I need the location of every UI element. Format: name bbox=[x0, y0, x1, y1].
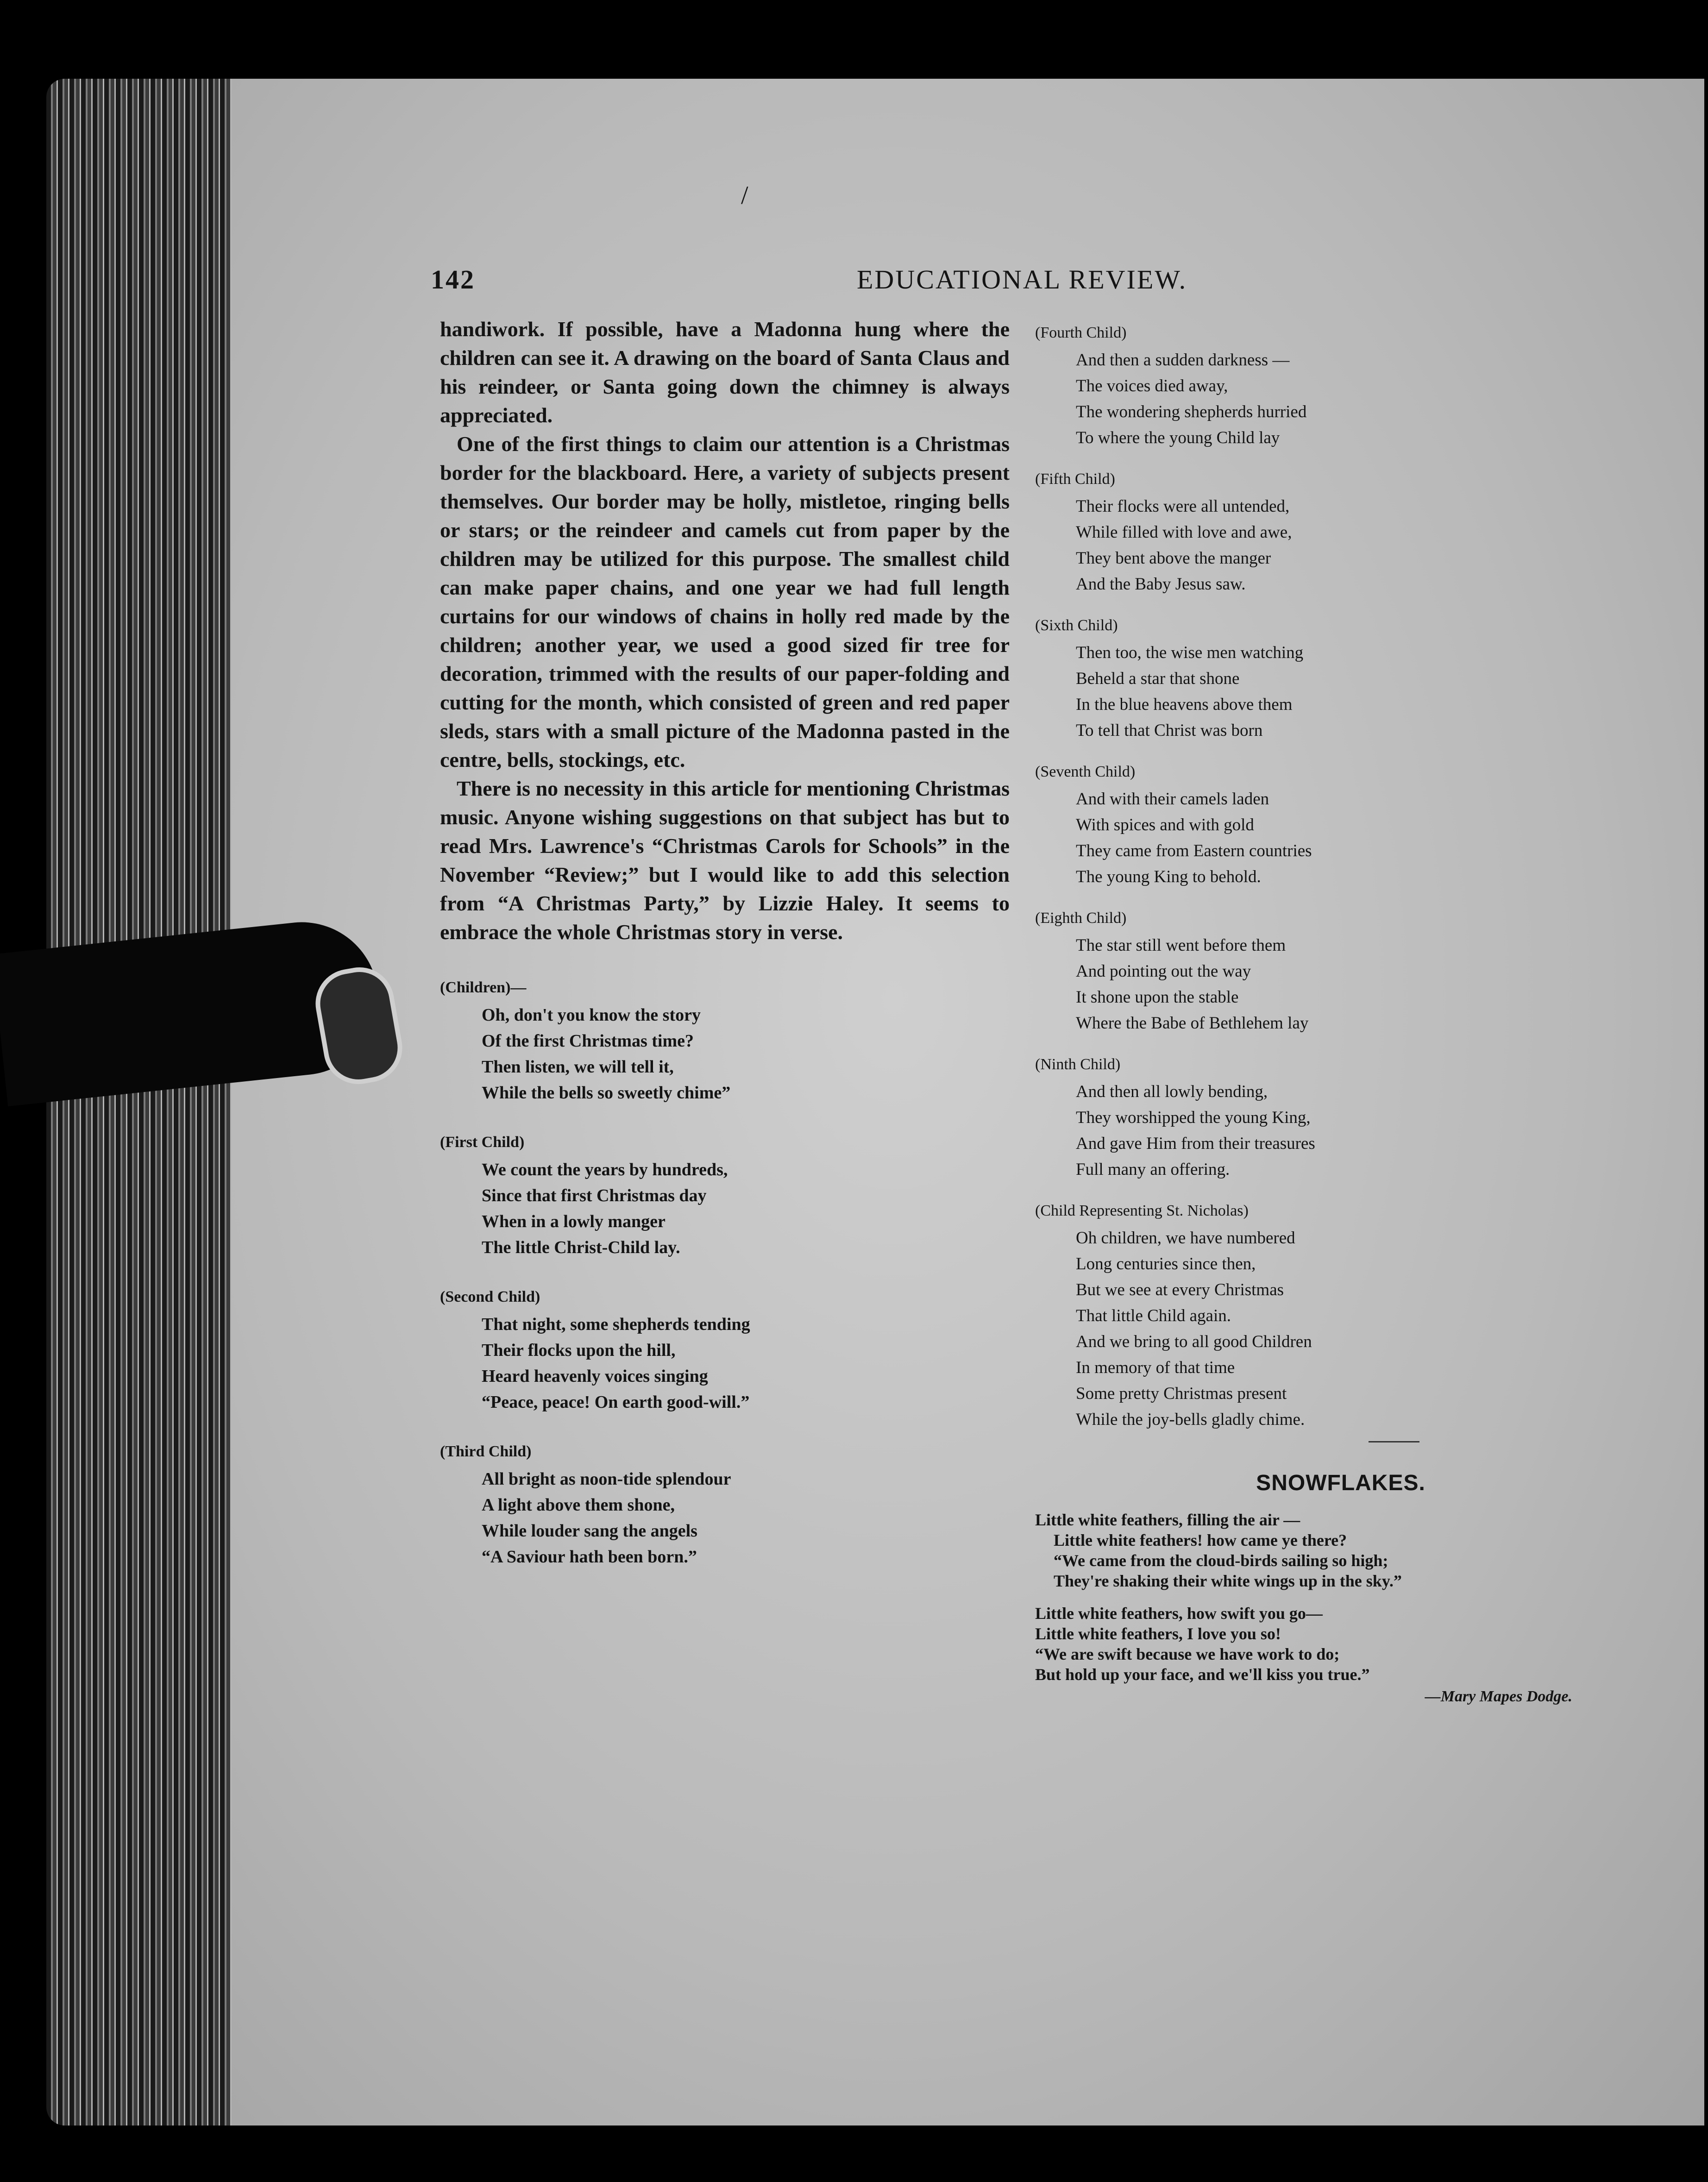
page-number: 142 bbox=[431, 264, 475, 295]
book-page-edges bbox=[46, 79, 241, 2126]
verse bbox=[482, 1002, 1010, 1106]
poem-attribution: —Mary Mapes Dodge. bbox=[1425, 1688, 1572, 1705]
verse-line: We count the years by hundreds, bbox=[482, 1160, 728, 1179]
verse-line: While the joy-bells gladly chime. bbox=[1076, 1410, 1305, 1429]
paragraph: There is no necessity in this article for mentioning Christmas music. Anyone wishing suggestions on that subject has but to read Mrs. Lawrence's “Christmas Carols for Schools” in the November “Review;” but I would like to add this selection from “A Christmas Party,” by Lizzie Haley. It seems to embrace the whole Christmas story in verse. bbox=[440, 777, 1010, 944]
journal-title: EDUCATIONAL REVIEW. bbox=[857, 264, 1187, 295]
poem-line: They're shaking their white wings up in the sky.” bbox=[1054, 1572, 1402, 1590]
verse-line: But we see at every Christmas bbox=[1076, 1280, 1284, 1299]
verse bbox=[1076, 640, 1582, 744]
stanza bbox=[440, 1288, 1010, 1415]
verse-line: And gave Him from their treasures bbox=[1076, 1134, 1315, 1153]
verse-line: The star still went before them bbox=[1076, 936, 1286, 955]
poem-line: Little white feathers, how swift you go— bbox=[1035, 1604, 1323, 1623]
stanza bbox=[440, 1134, 1010, 1260]
verse bbox=[1076, 347, 1582, 451]
right-column bbox=[1035, 324, 1582, 1707]
verse-line: And then a sudden darkness — bbox=[1076, 351, 1290, 370]
stanza bbox=[440, 979, 1010, 1106]
stanza-label: (Second Child) bbox=[440, 1288, 540, 1305]
stanza bbox=[1035, 1202, 1582, 1442]
stanza-label: (Sixth Child) bbox=[1035, 617, 1118, 634]
verse bbox=[1076, 1079, 1582, 1183]
verse-line: A light above them shone, bbox=[482, 1495, 675, 1515]
stanza-label: (Third Child) bbox=[440, 1443, 532, 1460]
poem-line: Little white feathers, filling the air — bbox=[1035, 1511, 1300, 1529]
verse-line: The young King to behold. bbox=[1076, 867, 1261, 886]
verse-line: “A Saviour hath been born.” bbox=[482, 1547, 697, 1567]
verse-line: Their flocks were all untended, bbox=[1076, 497, 1290, 516]
verse-line: To tell that Christ was born bbox=[1076, 721, 1263, 740]
paragraph: handiwork. If possible, have a Madonna hung where the children can see it. A drawing on the board of Santa Claus and his reindeer, or Santa going down the chimney is always appreciated. bbox=[440, 317, 1010, 427]
verse-line: In the blue heavens above them bbox=[1076, 695, 1293, 714]
verse bbox=[482, 1157, 1010, 1260]
verse-line: And pointing out the way bbox=[1076, 962, 1251, 981]
verse-line: Of the first Christmas time? bbox=[482, 1031, 694, 1051]
verse-line: They bent above the manger bbox=[1076, 549, 1271, 568]
verse-line: Their flocks upon the hill, bbox=[482, 1341, 676, 1360]
verse bbox=[482, 1311, 1010, 1415]
verse-line: Oh, don't you know the story bbox=[482, 1005, 701, 1025]
verse-line: They came from Eastern countries bbox=[1076, 841, 1312, 860]
verse-line: Some pretty Christmas present bbox=[1076, 1384, 1287, 1403]
verse-line: Where the Babe of Bethlehem lay bbox=[1076, 1014, 1309, 1033]
stanza bbox=[1035, 324, 1582, 451]
left-column bbox=[440, 315, 1010, 1570]
verse bbox=[482, 1466, 1010, 1570]
verse-line: “Peace, peace! On earth good-will.” bbox=[482, 1392, 750, 1412]
stanza-label: (First Child) bbox=[440, 1134, 525, 1151]
verse-line: Beheld a star that shone bbox=[1076, 669, 1240, 688]
stanza-label: (Children)— bbox=[440, 979, 527, 996]
stanza-label: (Child Representing St. Nicholas) bbox=[1035, 1202, 1249, 1219]
verse-line: It shone upon the stable bbox=[1076, 988, 1239, 1007]
page-header bbox=[431, 264, 1413, 296]
paragraph: One of the first things to claim our attention is a Christmas border for the blackboard. Here, a variety of subjects present themselves. Our border may be holly, mistletoe, ringing bells or stars; or the reindeer and camels cut from paper by the children may be utilized for this purpose. The smallest child can make paper chains, and one year we had full length curtains for our windows of chains in holly red made by the children; another year, we used a good sized fir tree for decoration, trimmed with the results of our paper-folding and cutting for the month, which consisted of green and red paper sleds, stars with a small picture of the Madonna pasted in the centre, bells, stockings, etc. bbox=[440, 432, 1010, 771]
verse-line: With spices and with gold bbox=[1076, 815, 1254, 834]
poem-line: But hold up your face, and we'll kiss you true.” bbox=[1035, 1665, 1370, 1684]
verse-line: Oh children, we have numbered bbox=[1076, 1229, 1295, 1248]
poem-line: “We came from the cloud-birds sailing so high; bbox=[1054, 1551, 1388, 1570]
verse-line: To where the young Child lay bbox=[1076, 428, 1280, 447]
verse-line: That little Child again. bbox=[1076, 1306, 1231, 1325]
verse-line: When in a lowly manger bbox=[482, 1212, 666, 1231]
poem-line: Little white feathers! how came ye there? bbox=[1054, 1531, 1347, 1549]
verse bbox=[1076, 1225, 1582, 1433]
verse-line: Full many an offering. bbox=[1076, 1160, 1230, 1179]
verse-line: That night, some shepherds tending bbox=[482, 1315, 750, 1334]
verse-line: And the Baby Jesus saw. bbox=[1076, 575, 1246, 594]
pencil-mark: / bbox=[741, 181, 748, 210]
poem-line: “We are swift because we have work to do; bbox=[1035, 1645, 1340, 1663]
stanza bbox=[1035, 470, 1582, 597]
stanza-label: (Eighth Child) bbox=[1035, 909, 1127, 927]
verse-line: They worshipped the young King, bbox=[1076, 1108, 1311, 1127]
verse-line: And with their camels laden bbox=[1076, 790, 1269, 809]
stanza-label: (Fifth Child) bbox=[1035, 470, 1115, 488]
verse bbox=[1076, 494, 1582, 597]
verse-line: While filled with love and awe, bbox=[1076, 523, 1292, 542]
poem-line: Little white feathers, I love you so! bbox=[1035, 1624, 1281, 1643]
stanza bbox=[1035, 1056, 1582, 1183]
verse-line: All bright as noon-tide splendour bbox=[482, 1469, 731, 1489]
verse bbox=[1076, 786, 1582, 890]
verse-line: While louder sang the angels bbox=[482, 1521, 697, 1541]
stanza-label: (Ninth Child) bbox=[1035, 1056, 1121, 1073]
verse bbox=[1076, 933, 1582, 1036]
stanza-label: (Seventh Child) bbox=[1035, 763, 1136, 780]
stanza bbox=[440, 1443, 1010, 1570]
verse-line: The little Christ-Child lay. bbox=[482, 1238, 680, 1257]
separator-rule bbox=[1369, 1441, 1419, 1442]
verse-line: The voices died away, bbox=[1076, 376, 1228, 395]
verse-line: In memory of that time bbox=[1076, 1358, 1235, 1377]
poem-title: SNOWFLAKES. bbox=[1256, 1471, 1425, 1495]
poem-verse bbox=[1035, 1510, 1582, 1707]
stanza bbox=[1035, 617, 1582, 744]
verse-line: Long centuries since then, bbox=[1076, 1254, 1256, 1273]
verse-line: And we bring to all good Children bbox=[1076, 1332, 1312, 1351]
verse-line: Since that first Christmas day bbox=[482, 1186, 707, 1205]
verse-line: The wondering shepherds hurried bbox=[1076, 402, 1307, 421]
verse-line: And then all lowly bending, bbox=[1076, 1082, 1268, 1101]
verse-line: Then listen, we will tell it, bbox=[482, 1057, 674, 1077]
verse-line: While the bells so sweetly chime” bbox=[482, 1083, 731, 1103]
stanza-label: (Fourth Child) bbox=[1035, 324, 1127, 341]
verse-line: Then too, the wise men watching bbox=[1076, 643, 1304, 662]
verse-line: Heard heavenly voices singing bbox=[482, 1367, 708, 1386]
stanza bbox=[1035, 909, 1582, 1036]
stanza bbox=[1035, 763, 1582, 890]
